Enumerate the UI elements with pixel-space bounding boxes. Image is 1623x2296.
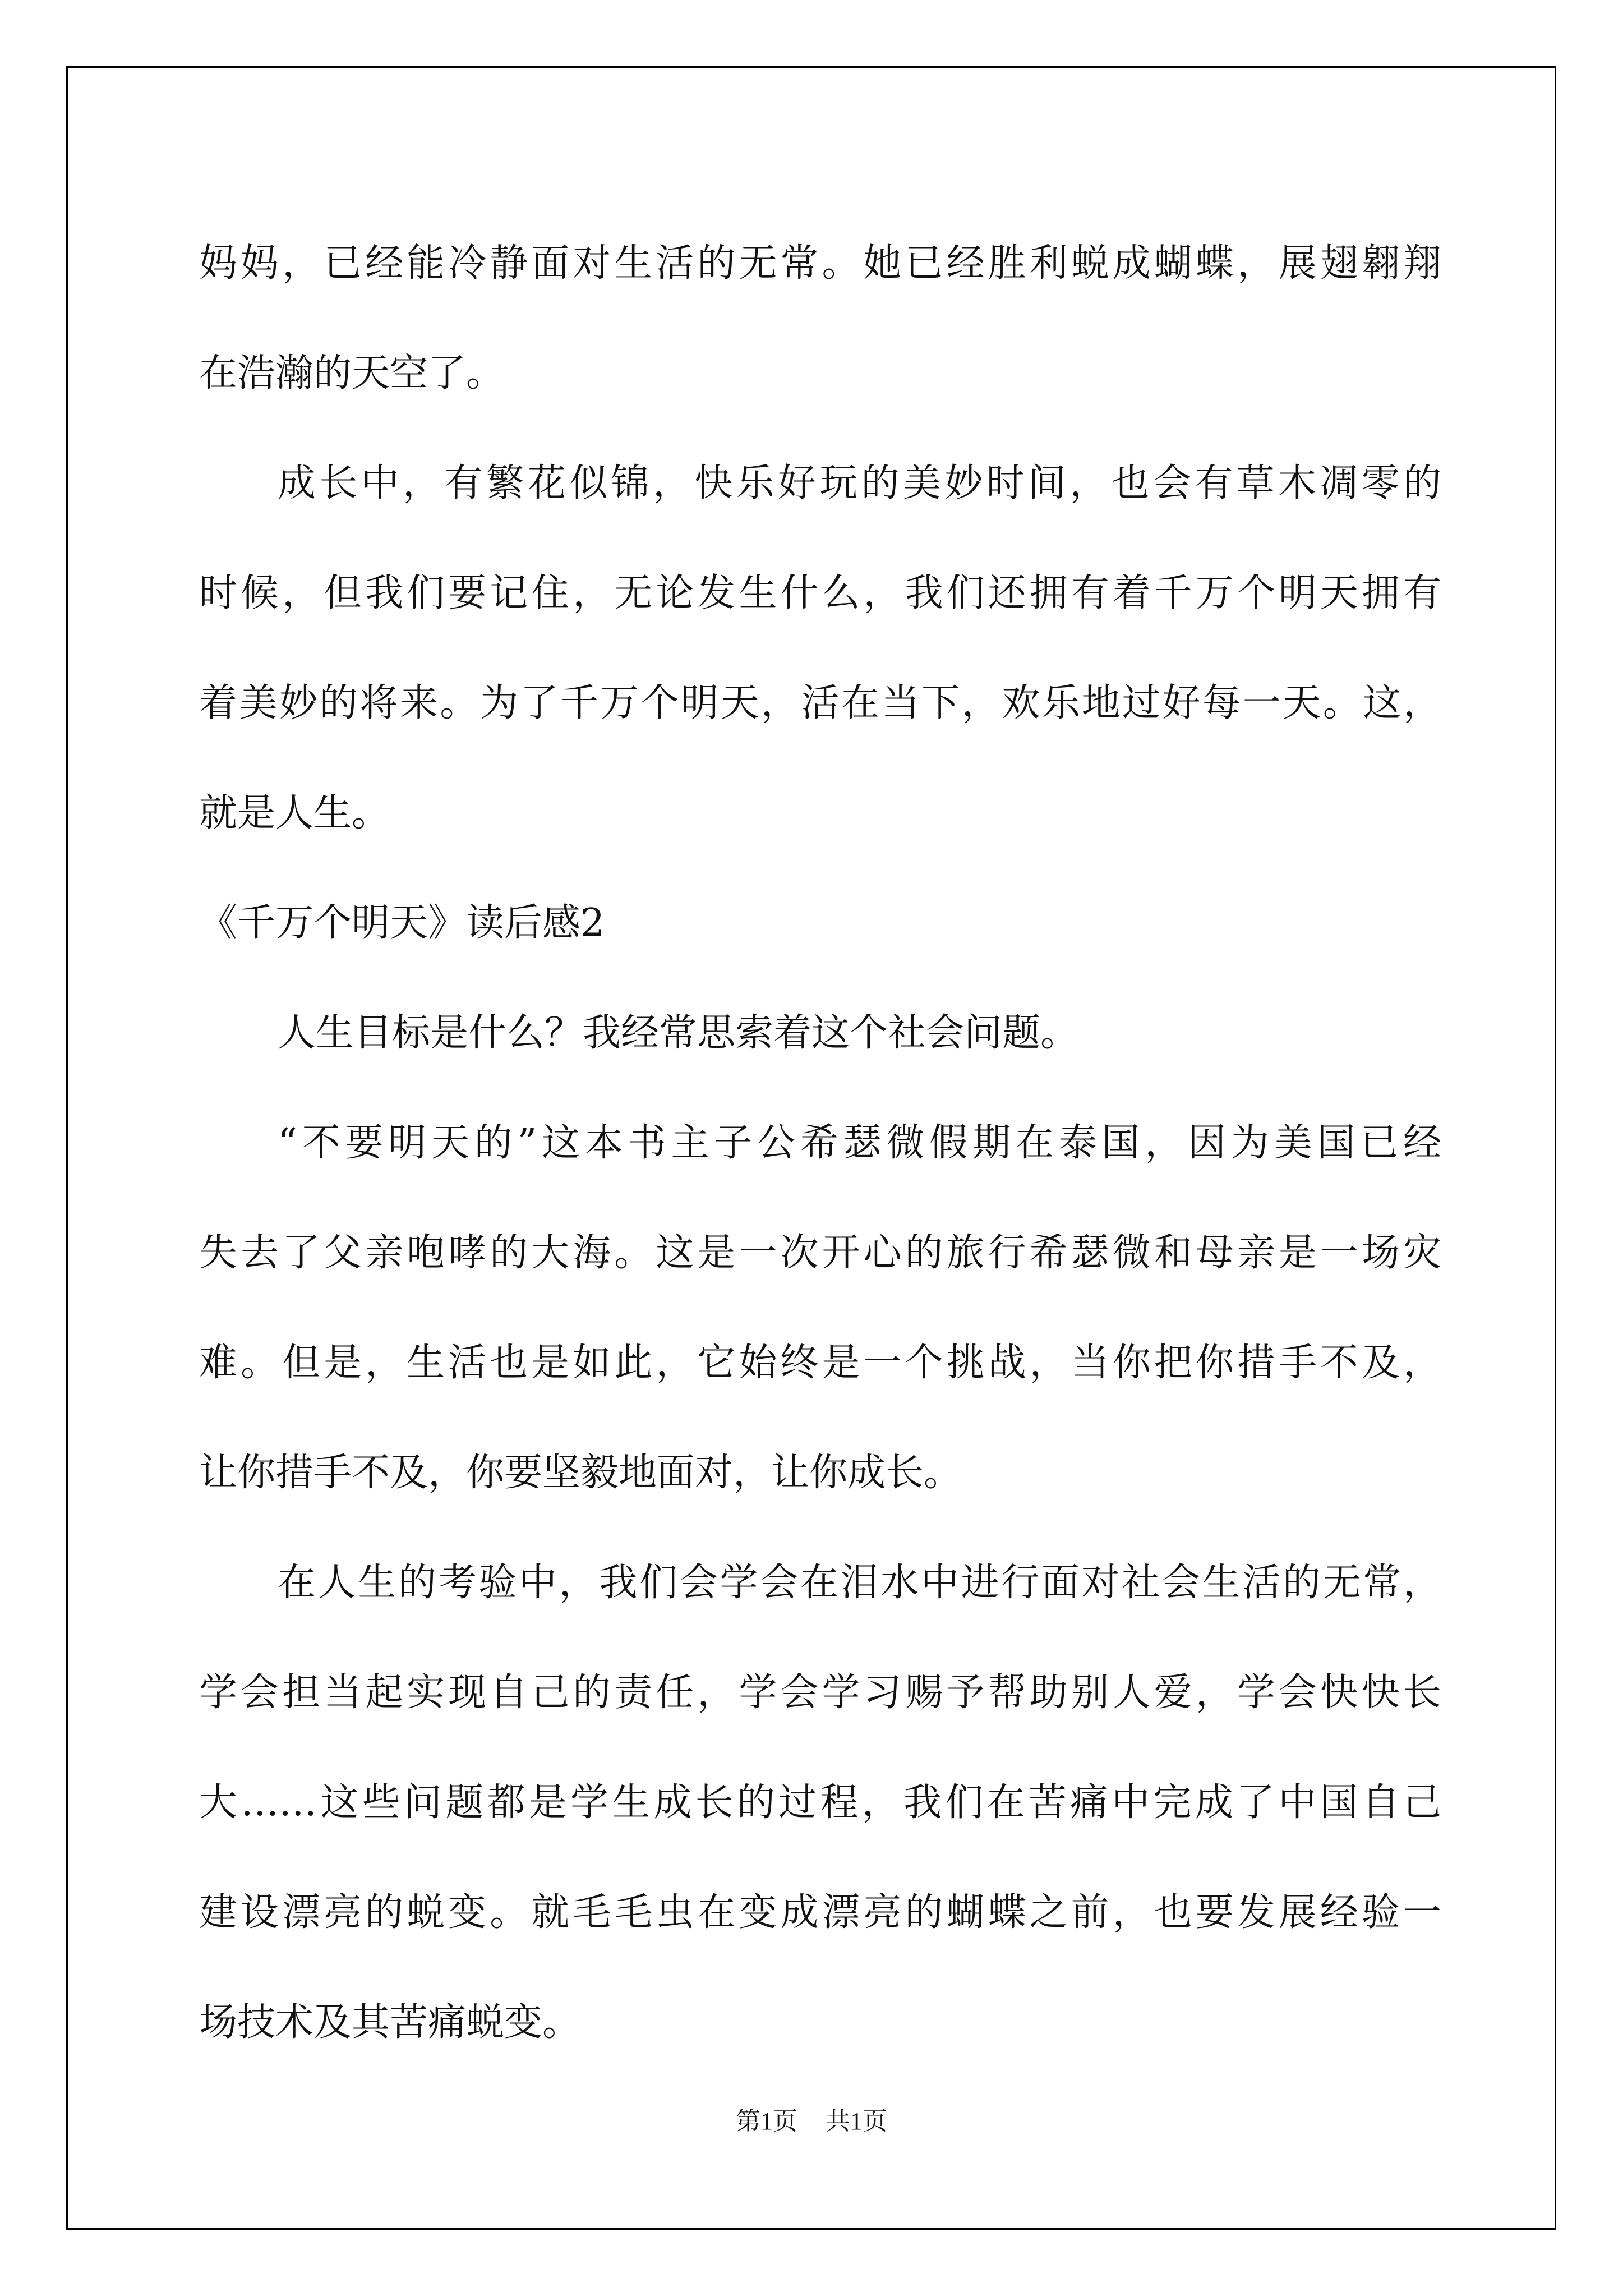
text-line-11: 难。但是，生活也是如此，它始终是一个挑战，当你把你措手不及，: [199, 1341, 1441, 1385]
section-heading: 《千万个明天》读后感2: [199, 901, 605, 945]
text-line-2: 在浩瀚的天空了。: [199, 351, 505, 395]
text-line-9: “不要明天的”这本书主子公希瑟微假期在泰国，因为美国已经: [278, 1121, 1441, 1165]
text-line-5: 着美妙的将来。为了千万个明天，活在当下，欢乐地过好每一天。这，: [199, 681, 1441, 725]
text-line-1: 妈妈，已经能冷静面对生活的无常。她已经胜利蜕成蝴蝶，展翅翱翔: [199, 241, 1441, 286]
text-line-6: 就是人生。: [199, 791, 390, 835]
text-line-8: 人生目标是什么？我经常思索着这个社会问题。: [278, 1011, 1079, 1055]
page-total: 共1页: [826, 2108, 887, 2135]
text-line-4: 时候，但我们要记住，无论发生什么，我们还拥有着千万个明天拥有: [199, 571, 1441, 615]
text-line-3: 成长中，有繁花似锦，快乐好玩的美妙时间，也会有草木凋零的: [278, 461, 1441, 505]
text-line-13: 在人生的考验中，我们会学会在泪水中进行面对社会生活的无常，: [278, 1561, 1441, 1605]
text-line-14: 学会担当起实现自己的责任，学会学习赐予帮助别人爱，学会快快长: [199, 1671, 1441, 1715]
page-number: 第1页: [736, 2108, 797, 2135]
text-line-16: 建设漂亮的蜕变。就毛毛虫在变成漂亮的蝴蝶之前，也要发展经验一: [199, 1890, 1441, 1935]
page-footer: [0, 2101, 1623, 2137]
text-line-17: 场技术及其苦痛蜕变。: [199, 2000, 581, 2045]
document-body: [199, 209, 1441, 2078]
text-line-10: 失去了父亲咆哮的大海。这是一次开心的旅行希瑟微和母亲是一场灾: [199, 1231, 1441, 1275]
text-line-15: 大……这些问题都是学生成长的过程，我们在苦痛中完成了中国自己: [199, 1780, 1441, 1825]
text-line-12: 让你措手不及，你要坚毅地面对，让你成长。: [199, 1451, 962, 1495]
